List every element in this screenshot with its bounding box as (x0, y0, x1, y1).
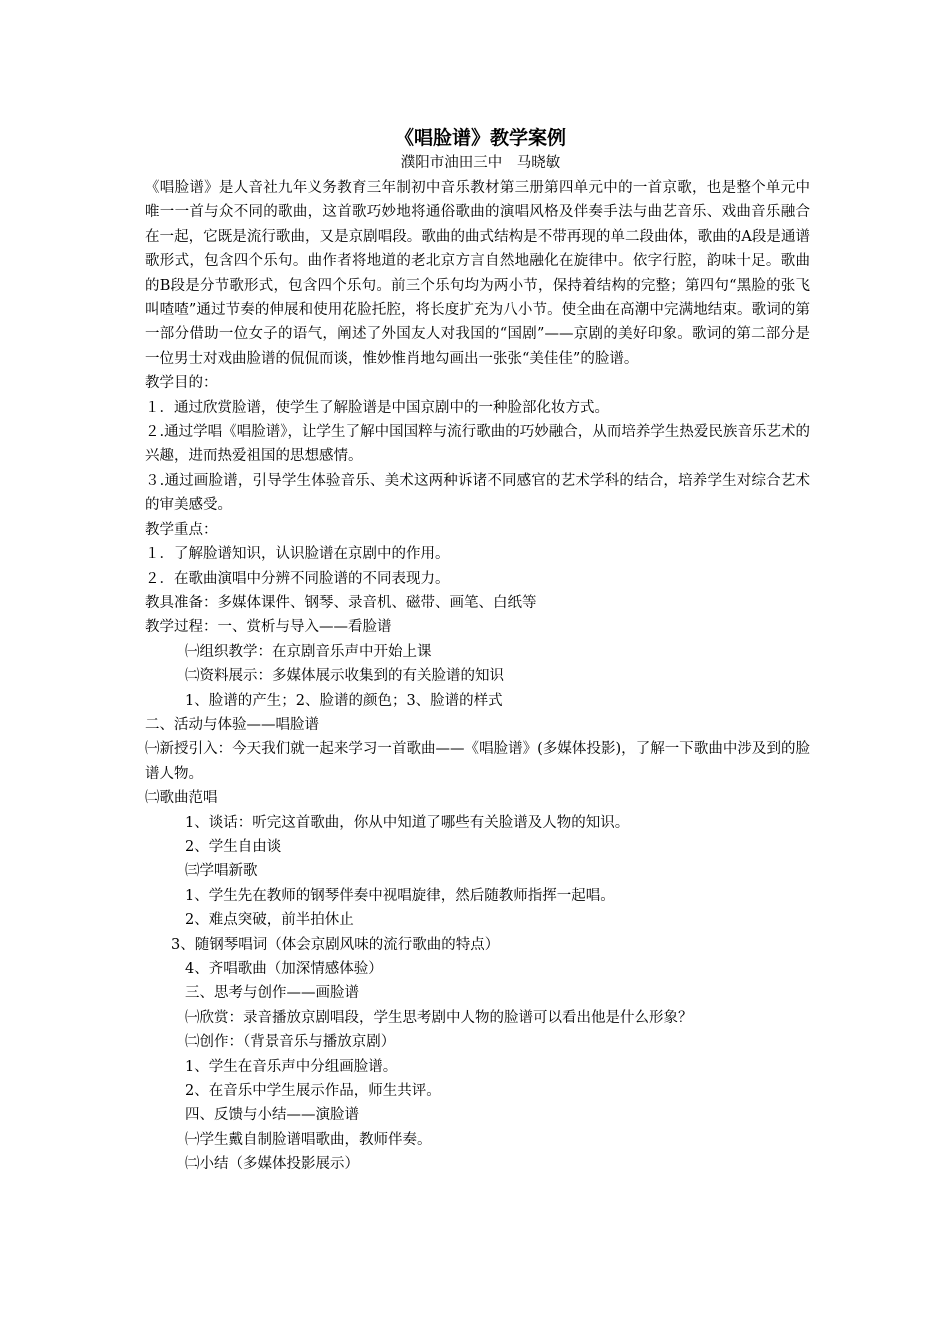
intro-paragraph: 《唱脸谱》是人音社九年义务教育三年制初中音乐教材第三册第四单元中的一首京歌，也是整个单元中唯一一首与众不同的歌曲，这首歌巧妙地将通俗歌曲的演唱风格及伴奏手法与曲艺音乐、戏曲音乐融合在一起，它既是流行歌曲，又是京剧唱段。歌曲的曲式结构是不带再现的单二段曲体，歌曲的A段是通谱歌形式，包含四个乐句。曲作者将地道的老北京方言自然地融化在旋律中。依字行腔，韵味十足。歌曲的B段是分节歌形式，包含四个乐句。前三个乐句均为两小节，保持着结构的完整；第四句“黑脸的张飞叫喳喳”通过节奏的伸展和使用花脸托腔，将长度扩充为八小节。使全曲在高潮中完满地结束。歌词的第一部分借助一位女子的语气，阐述了外国友人对我国的“国剧”——京剧的美好印象。歌词的第二部分是一位男士对戏曲脸谱的侃侃而谈，惟妙惟肖地勾画出一张张“美佳佳”的脸谱。 (145, 180, 810, 367)
goal-item-3: ３.通过画脸谱，引导学生体验音乐、美术这两种诉诸不同感官的艺术学科的结合，培养学生对综合艺术的审美感受。 (145, 472, 810, 514)
document-title: 《唱脸谱》教学案例 (394, 127, 566, 149)
section-3-sub-a: ㈠欣赏：录音播放京剧唱段，学生思考剧中人物的脸谱可以看出他是什么形象？ (185, 1009, 693, 1026)
process-step-1a: ㈠组织教学：在京剧音乐声中开始上课 (185, 643, 432, 660)
process-step-1b: ㈡资料展示：多媒体展示收集到的有关脸谱的知识 (185, 668, 504, 685)
section-2-intro: ㈠新授引入：今天我们就一起来学习一首歌曲——《唱脸谱》(多媒体投影)，了解一下歌曲中涉及到的脸谱人物。 (145, 741, 810, 782)
process-heading: 教学过程：一、赏析与导入——看脸谱 (145, 619, 392, 636)
section-2-c-item-3: 3、随钢琴唱词（体会京剧风味的流行歌曲的特点） (171, 936, 500, 953)
focus-item-2: ２．在歌曲演唱中分辨不同脸谱的不同表现力。 (145, 570, 450, 587)
section-2-c-item-4: 4、齐唱歌曲（加深情感体验） (185, 961, 383, 977)
goal-item-2: ２.通过学唱《唱脸谱》，让学生了解中国国粹与流行歌曲的巧妙融合，从而培养学生热爱民族音乐艺术的兴趣，进而热爱祖国的思想感情。 (145, 424, 810, 465)
section-4-heading: 四、反馈与小结——演脸谱 (185, 1107, 359, 1124)
section-3-sub-b: ㈡创作：（背景音乐与播放京剧） (185, 1034, 396, 1051)
section-2-b-item-2: 2、学生自由谈 (185, 838, 282, 855)
materials-line: 教具准备：多媒体课件、钢琴、录音机、磁带、画笔、白纸等 (145, 594, 537, 611)
section-2-c-item-2: 2、难点突破，前半拍休止 (185, 912, 354, 929)
focus-heading: 教学重点： (145, 521, 218, 538)
section-2-heading: 二、活动与体验——唱脸谱 (145, 716, 319, 733)
section-2-sub-c: ㈢学唱新歌 (185, 863, 258, 880)
section-4-sub-b: ㈡小结（多媒体投影展示） (185, 1156, 359, 1173)
author-line: 濮阳市油田三中 马晓敏 (400, 155, 561, 171)
document-page (145, 124, 810, 1177)
section-2-sub-b: ㈡歌曲范唱 (145, 790, 218, 807)
process-step-1c: 1、脸谱的产生；2、脸谱的颜色；3、脸谱的样式 (185, 692, 503, 709)
section-3-b-item-2: 2、在音乐中学生展示作品，师生共评。 (185, 1083, 441, 1100)
section-3-b-item-1: 1、学生在音乐声中分组画脸谱。 (185, 1058, 398, 1075)
goal-item-1: １．通过欣赏脸谱，使学生了解脸谱是中国京剧中的一种脸部化妆方式。 (145, 399, 609, 416)
section-2-c-item-1: 1、学生先在教师的钢琴伴奏中视唱旋律，然后随教师指挥一起唱。 (185, 887, 615, 904)
focus-item-1: １．了解脸谱知识，认识脸谱在京剧中的作用。 (145, 546, 450, 563)
section-4-sub-a: ㈠学生戴自制脸谱唱歌曲，教师伴奏。 (185, 1131, 432, 1148)
goals-heading: 教学目的： (145, 375, 218, 392)
section-3-heading: 三、思考与创作——画脸谱 (185, 985, 359, 1002)
section-2-b-item-1: 1、谈话：听完这首歌曲，你从中知道了哪些有关脸谱及人物的知识。 (185, 814, 630, 831)
